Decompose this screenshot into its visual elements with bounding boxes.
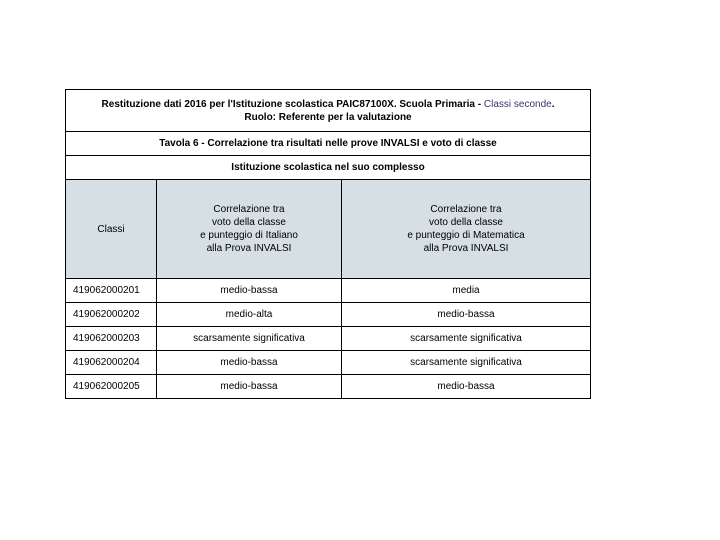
title-end: . xyxy=(551,98,555,110)
cell-matematica: scarsamente significativa xyxy=(342,327,591,351)
table-row xyxy=(66,303,591,327)
title-role: Ruolo: Referente per la valutazione xyxy=(244,111,412,123)
cell-matematica: media xyxy=(342,279,591,303)
column-header-line: voto della classe xyxy=(212,217,286,228)
column-header-line: e punteggio di Italiano xyxy=(200,230,298,241)
cell-classe: 419062000202 xyxy=(66,303,157,327)
column-header-line: alla Prova INVALSI xyxy=(206,243,292,254)
title-main: Restituzione dati 2016 per l'Istituzione scolastica PAIC87100X. Scuola Primaria - xyxy=(101,98,484,110)
cell-italiano: scarsamente significativa xyxy=(157,327,342,351)
cell-matematica: medio-bassa xyxy=(342,375,591,399)
cell-matematica: medio-bassa xyxy=(342,303,591,327)
column-header-line: Correlazione tra xyxy=(213,204,285,215)
cell-classe: 419062000204 xyxy=(66,351,157,375)
group-label: Istituzione scolastica nel suo complesso xyxy=(66,156,591,180)
cell-classe: 419062000201 xyxy=(66,279,157,303)
report-title xyxy=(66,90,591,132)
correlation-table xyxy=(65,89,591,399)
column-header-italiano xyxy=(157,180,342,279)
column-header-matematica xyxy=(342,180,591,279)
table-row xyxy=(66,327,591,351)
cell-matematica: scarsamente significativa xyxy=(342,351,591,375)
cell-italiano: medio-bassa xyxy=(157,351,342,375)
table-row xyxy=(66,351,591,375)
cell-classe: 419062000205 xyxy=(66,375,157,399)
cell-italiano: medio-alta xyxy=(157,303,342,327)
column-header-line: voto della classe xyxy=(429,217,503,228)
column-header-classi: Classi xyxy=(66,180,157,279)
table-row xyxy=(66,279,591,303)
column-header-line: Correlazione tra xyxy=(430,204,502,215)
cell-italiano: medio-bassa xyxy=(157,375,342,399)
table-subtitle: Tavola 6 - Correlazione tra risultati nelle prove INVALSI e voto di classe xyxy=(66,132,591,156)
column-header-line: e punteggio di Matematica xyxy=(407,230,525,241)
title-accent: Classi seconde xyxy=(483,98,552,110)
cell-classe: 419062000203 xyxy=(66,327,157,351)
table-row xyxy=(66,375,591,399)
cell-italiano: medio-bassa xyxy=(157,279,342,303)
column-header-row xyxy=(66,180,591,279)
column-header-line: alla Prova INVALSI xyxy=(423,243,509,254)
